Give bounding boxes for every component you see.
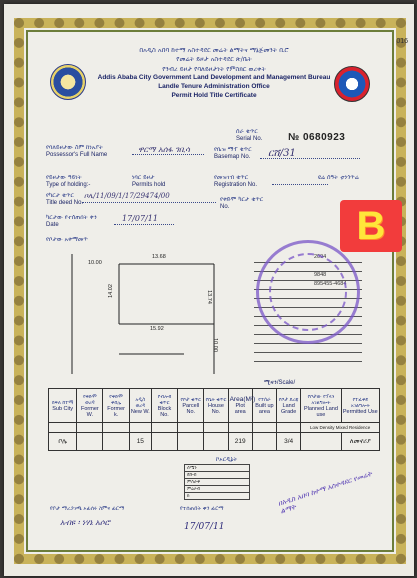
- col-header: የቀድሞ ቀበሌ Former k.: [103, 389, 129, 423]
- dim-label: 13.68: [152, 254, 166, 260]
- col-header: የተፈቀደ አገልግሎት Permitted Use: [341, 389, 379, 423]
- plot-info-table: [48, 388, 380, 451]
- coords-table: ሰሜን ደቡብ ምስራቅ ምዕራብ ከ: [184, 464, 250, 500]
- left-signature: አብዩ ፡ ነሃኔ አሶሮ: [60, 518, 110, 527]
- header-english-2: Landle Tenure Administration Office: [158, 83, 270, 90]
- deed-label: የካርታ ቁጥር Title deed No.: [46, 192, 84, 206]
- header-amharic-1: በአዲስ አበባ ከተማ አስተዳደር መሬት ልማትና ማኔጅመንት ቢሮ: [139, 46, 289, 54]
- left-signature-label: የቦታ ማረጋገጫ ኦፊሰሩ ስምና ፊርማ: [50, 506, 125, 512]
- basemap-value: ርሸ/31: [268, 148, 296, 159]
- grade-badge: B: [340, 200, 402, 252]
- bureau-emblem-icon: [50, 64, 86, 100]
- table-row: ቦሌ 15 219 3/4 ለመኖሪያ: [49, 433, 380, 451]
- col-header: አዲስ ወረዳ New W.: [129, 389, 151, 423]
- registration-label: የመዝገብ ቁጥር Registration No.: [214, 174, 258, 188]
- col-header: የቦታው የፕላን አገልግሎት Planned Land use: [301, 389, 341, 423]
- header-english-1: Addis Ababa City Government Land Development and Management Bureau: [97, 74, 331, 81]
- office-stamp: [256, 240, 360, 344]
- previous-deed-label: የቀድሞ ካርታ ቁጥር No.: [220, 196, 264, 210]
- deed-value: ቦሌ/11/09/1/17/29474/00: [84, 192, 170, 200]
- holding-value: ነባር ይዞታ Permits hold: [132, 174, 166, 188]
- col-header: ክፍለ ከተማ Sub City: [49, 389, 77, 423]
- dim-label: 14.02: [107, 284, 114, 298]
- registration-value: ዩሬ ሰዓት ቲንጎጥሬ: [318, 174, 359, 181]
- header-english-3: Permit Hold Title Certificate: [171, 92, 257, 99]
- possessor-label: የባለይዞታው ስም ከነአያት Possessor's Full Name: [46, 144, 108, 158]
- serial-small: 016: [396, 38, 408, 45]
- dim-label: 15.92: [150, 326, 164, 332]
- col-header: የቦታ ቁጥር Parcell No.: [178, 389, 204, 423]
- certificate-paper: [4, 4, 414, 576]
- col-header: የቦታ ደረጃ Land Grade: [277, 389, 301, 423]
- scale-label: ሚዛን/Scale/: [264, 380, 296, 386]
- serial-label: ሰራ ቁጥር Serial No.: [236, 128, 263, 142]
- possessor-name: ዋርማ አሰፋ ገቢሳ: [138, 145, 190, 154]
- col-header: የቤት ቁጥር House No.: [204, 389, 228, 423]
- holding-label: የይዞታው ዓይነት Type of holding:-: [46, 174, 91, 188]
- coords-title: ኮኦርዲኔት: [216, 456, 238, 463]
- handwritten-note: በአዲስ አበባ ከተማ አስተዳደር የመሬት ልማት: [276, 469, 373, 516]
- boundary-rows: 2094 9848 895455-4684: [254, 254, 362, 362]
- parcel-sketch-svg: [64, 254, 229, 374]
- date-value: 17/07/11: [122, 214, 158, 223]
- right-signature-label: የተሰጠበት ቀን ፊርማ: [180, 506, 224, 512]
- dim-label: 10.00: [88, 260, 102, 266]
- dim-label: 13.74: [205, 290, 212, 304]
- right-signature: 17/07/11: [184, 522, 225, 532]
- col-header: የብሎክ ቁጥር Block No.: [151, 389, 177, 423]
- parcel-sketch: [64, 254, 229, 374]
- header-amharic-2: የመሬት ይዞታ አስተዳደር ጽ/ቤት: [176, 55, 252, 63]
- dim-label: 10.00: [211, 338, 218, 352]
- serial-number: № 0680923: [288, 132, 346, 143]
- grade-note: Low Density Mixed Residence: [301, 423, 380, 433]
- col-header: የተሰራ Built up area: [252, 389, 276, 423]
- city-seal-icon: [334, 66, 370, 102]
- header-amharic-3: የንብረ ይዞታ የባለይዞታነት የምስክር ወረቀት: [162, 65, 266, 73]
- sketch-label: የቦታው አቀማመጥ: [46, 236, 88, 243]
- basemap-label: የቤዝ ማፕ ቁጥር Basemap No.: [214, 146, 252, 160]
- col-header: የቀድሞ ወረዳ Former W.: [77, 389, 103, 423]
- col-header: Area(M²) Plot area: [228, 389, 252, 423]
- date-label: ካርታው የተሰጠበት ቀን Date: [46, 214, 97, 228]
